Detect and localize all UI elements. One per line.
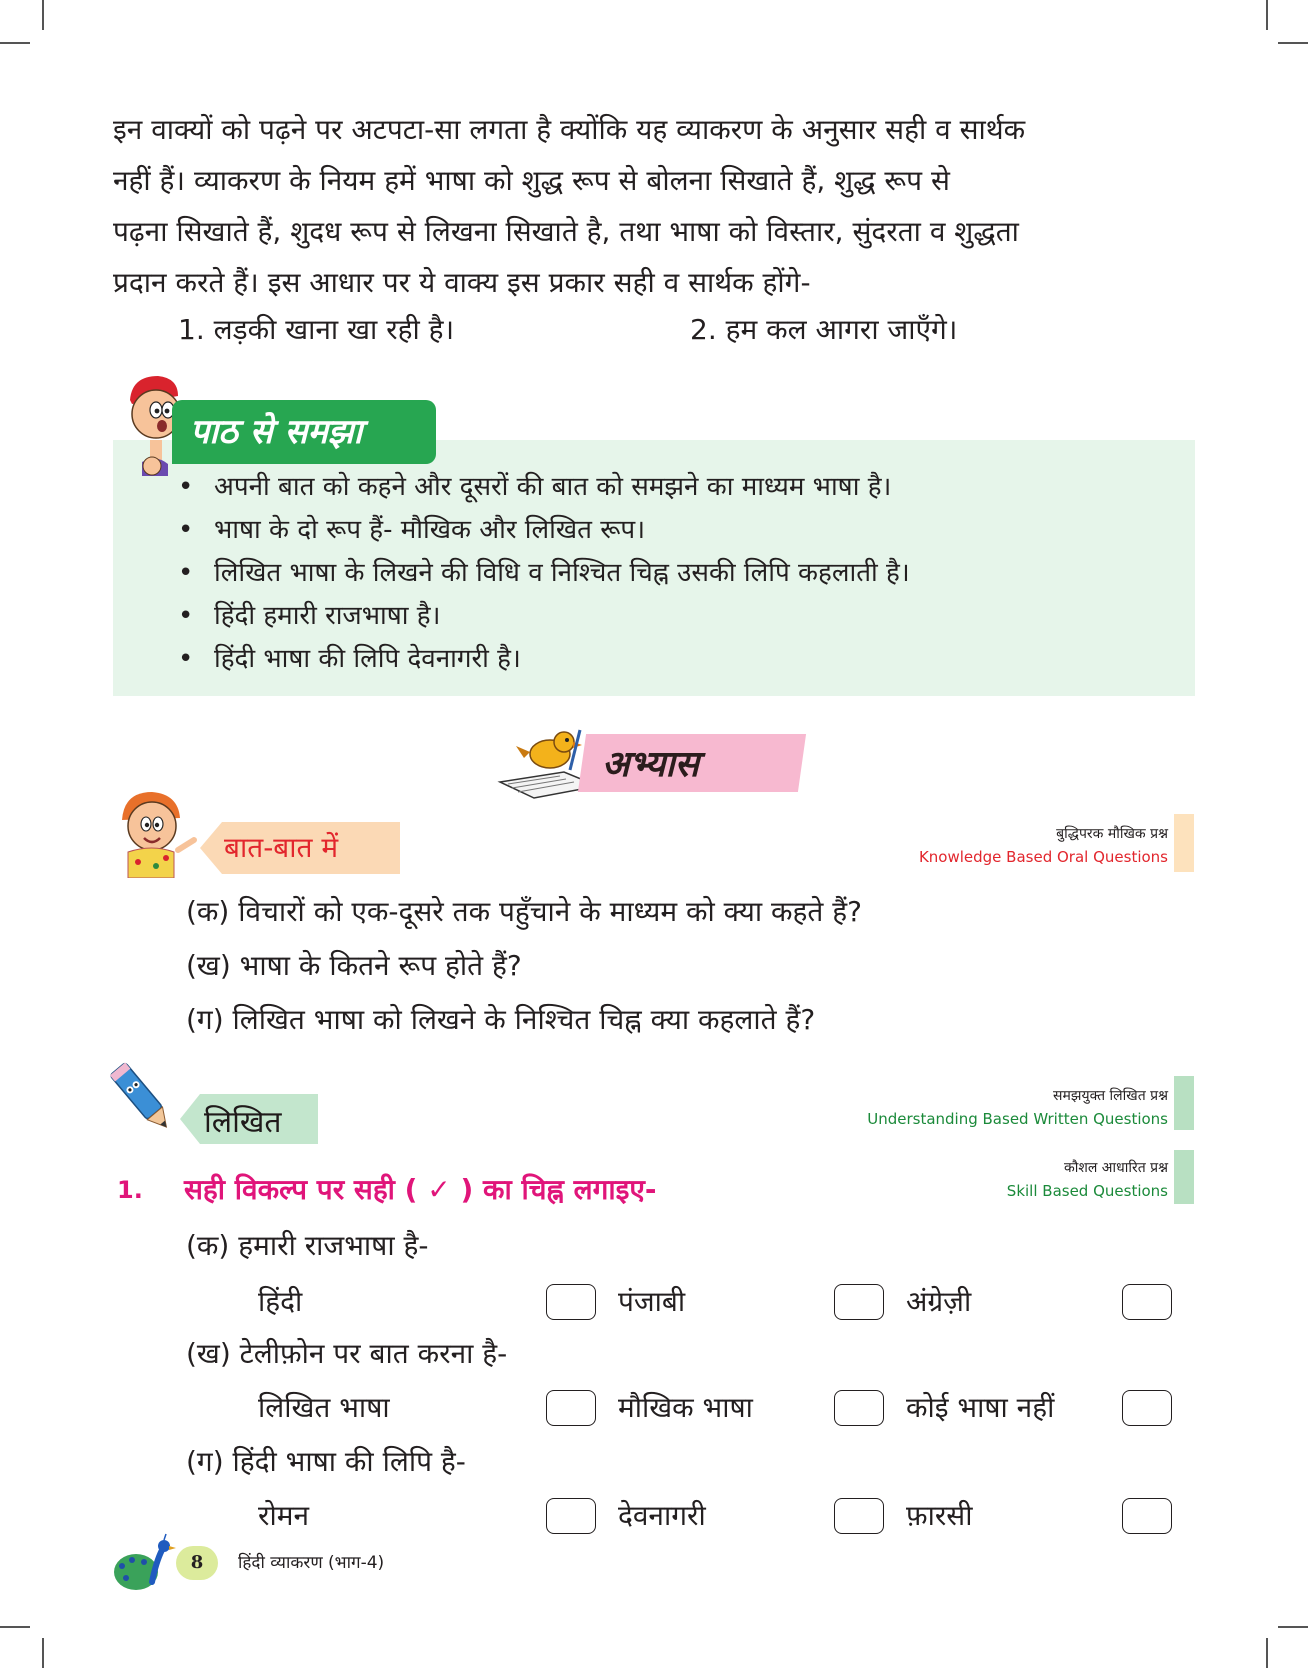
summary-heading: पाठ से समझा [172,400,436,464]
list-item: • लिखित भाषा के लिखने की विधि व निश्चित चिह्न उसकी लिपि कहलाती है। [178,552,910,595]
checkbox[interactable] [834,1390,884,1426]
question-number: 1. [117,1176,143,1204]
book-title: हिंदी व्याकरण (भाग-4) [238,1553,385,1573]
paragraph-line: नहीं हैं। व्याकरण के नियम हमें भाषा को शुद्ध रूप से बोलना सिखाते हैं, शुद्ध रूप से [113,164,950,197]
crop-mark [1266,0,1268,30]
list-item: • हिंदी भाषा की लिपि देवनागरी है। [178,638,910,681]
summary-list [178,466,910,681]
mcq-option-label: पंजाबी [618,1285,686,1318]
crop-mark [0,1626,30,1628]
checkbox[interactable] [1122,1284,1172,1320]
mcq-question: (क) हमारी राजभाषा है- [186,1229,429,1262]
oral-type-english: Knowledge Based Oral Questions [918,848,1168,866]
written-tab-label: लिखित [204,1105,282,1140]
crop-mark [42,0,44,30]
mcq-option-label: रोमन [258,1499,309,1532]
written-type-hindi: समझयुक्त लिखित प्रश्न [1053,1088,1168,1104]
mcq-question: (ग) हिंदी भाषा की लिपि है- [186,1445,466,1478]
oral-side-bar [1174,814,1194,872]
list-item: • हिंदी हमारी राजभाषा है। [178,595,910,638]
list-item: • अपनी बात को कहने और दूसरों की बात को समझने का माध्यम भाषा है। [178,466,910,509]
exercise-banner [494,724,814,804]
mcq-option-label: मौखिक भाषा [618,1391,753,1424]
checkbox[interactable] [1122,1498,1172,1534]
checkbox[interactable] [1122,1390,1172,1426]
paragraph-line: प्रदान करते हैं। इस आधार पर ये वाक्य इस प्रकार सही व सार्थक होंगे- [113,266,811,299]
oral-type-hindi: बुद्धिपरक मौखिक प्रश्न [1056,826,1168,842]
peacock-icon [112,1532,178,1596]
exercise-title: अभ्यास [602,743,700,785]
written-type-english: Understanding Based Written Questions [867,1110,1168,1128]
example-sentence-1: 1. लड़की खाना खा रही है। [178,313,455,346]
crop-mark [0,42,30,44]
checkbox[interactable] [546,1498,596,1534]
checkbox[interactable] [834,1498,884,1534]
intro-paragraph [113,104,1195,308]
pencil-mascot-icon [106,1056,178,1140]
mcq-option-label: देवनागरी [618,1499,706,1532]
crop-mark [1278,1626,1308,1628]
page-number: 8 [176,1546,218,1580]
example-sentence-2: 2. हम कल आगरा जाएँगे। [690,313,958,346]
oral-tab-label: बात-बात में [224,831,339,864]
checkbox[interactable] [546,1284,596,1320]
list-item: • भाषा के दो रूप हैं- मौखिक और लिखित रूप। [178,509,910,552]
oral-question: (क) विचारों को एक-दूसरे तक पहुँचाने के माध्यम को क्या कहते हैं? [186,895,863,928]
checkbox[interactable] [546,1390,596,1426]
mcq-option-label: कोई भाषा नहीं [906,1391,1055,1424]
boy-waving-icon [108,786,200,878]
mcq-option-label: लिखित भाषा [258,1391,390,1424]
oral-question: (ग) लिखित भाषा को लिखने के निश्चित चिह्न क्या कहलाते हैं? [186,1003,816,1036]
mcq-option-label: अंग्रेज़ी [906,1285,972,1318]
crop-mark [1266,1638,1268,1668]
written-side-bar [1174,1076,1194,1130]
question-title: सही विकल्प पर सही ( ✓ ) का चिह्न लगाइए- [184,1173,657,1206]
oral-question: (ख) भाषा के कितने रूप होते हैं? [186,949,522,982]
skill-type-english: Skill Based Questions [1006,1182,1168,1200]
mcq-option-label: फ़ारसी [906,1499,973,1532]
skill-type-hindi: कौशल आधारित प्रश्न [1063,1160,1168,1176]
paragraph-line: इन वाक्यों को पढ़ने पर अटपटा-सा लगता है क्योंकि यह व्याकरण के अनुसार सही व सार्थक [113,113,1026,146]
crop-mark [1278,42,1308,44]
mcq-question: (ख) टेलीफ़ोन पर बात करना है- [186,1337,508,1370]
paragraph-line: पढ़ना सिखाते हैं, शुदध रूप से लिखना सिखाते है, तथा भाषा को विस्तार, सुंदरता व शुद्धता [113,215,1019,248]
skill-side-bar [1174,1150,1194,1204]
checkbox[interactable] [834,1284,884,1320]
mcq-option-label: हिंदी [258,1285,303,1318]
crop-mark [42,1638,44,1668]
